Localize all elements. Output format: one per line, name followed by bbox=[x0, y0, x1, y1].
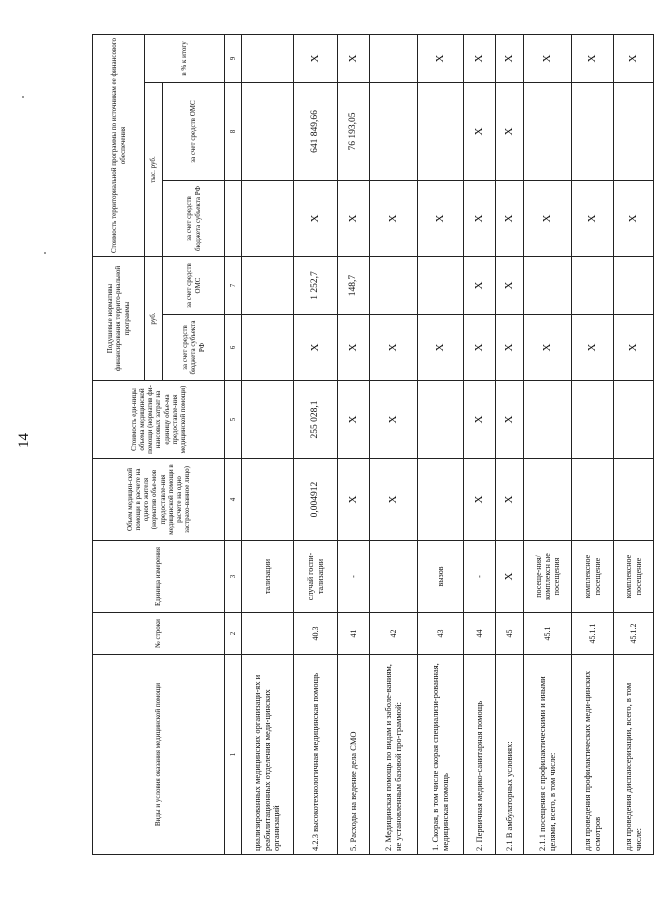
row-per-capita-oms: X bbox=[464, 257, 496, 315]
row-per-capita-budget: X bbox=[338, 315, 370, 381]
rotated-table-container bbox=[92, 35, 643, 855]
page-number bbox=[0, 420, 48, 460]
table-row bbox=[572, 34, 614, 854]
column-number: 9 bbox=[225, 34, 242, 82]
row-per-capita-budget: X bbox=[418, 315, 464, 381]
row-per-capita-oms: X bbox=[496, 257, 524, 315]
column-number bbox=[225, 181, 242, 257]
row-cost: X bbox=[464, 381, 496, 459]
row-cost: X bbox=[370, 381, 418, 459]
row-volume bbox=[524, 459, 572, 541]
row-total-oms: X bbox=[464, 83, 496, 181]
row-percent: X bbox=[464, 34, 496, 82]
row-unit: X bbox=[496, 541, 524, 613]
row-total-budget: X bbox=[464, 181, 496, 257]
table-row bbox=[496, 34, 524, 854]
row-unit: тализации bbox=[242, 541, 294, 613]
table-row bbox=[524, 34, 572, 854]
row-total-budget: X bbox=[370, 181, 418, 257]
row-name: 1. Скорая, в том числе скорая специализи-рованная, медицинская помощь bbox=[418, 655, 464, 855]
row-number: 41 bbox=[338, 613, 370, 655]
header-name: Виды и условия оказания медицинской помощи bbox=[93, 655, 225, 855]
column-number: 2 bbox=[225, 613, 242, 655]
row-total-oms bbox=[524, 83, 572, 181]
row-cost bbox=[572, 381, 614, 459]
row-number: 43 bbox=[418, 613, 464, 655]
row-volume: 0,004912 bbox=[294, 459, 338, 541]
row-unit: - bbox=[464, 541, 496, 613]
column-number: 8 bbox=[225, 83, 242, 181]
row-total-oms bbox=[370, 83, 418, 181]
row-unit: - bbox=[338, 541, 370, 613]
row-volume bbox=[614, 459, 654, 541]
row-unit: вызов bbox=[418, 541, 464, 613]
row-number: 45.1.1 bbox=[572, 613, 614, 655]
row-total-budget: X bbox=[418, 181, 464, 257]
row-volume bbox=[572, 459, 614, 541]
row-per-capita-budget: X bbox=[294, 315, 338, 381]
row-name: циализированных медицинских организаци-ях и реабилитационных отделения меди-цинских организаций bbox=[242, 655, 294, 855]
scan-speck bbox=[44, 252, 46, 254]
row-number: 40.3 bbox=[294, 613, 338, 655]
table-row bbox=[370, 34, 418, 854]
table-row bbox=[294, 34, 338, 854]
row-cost: X bbox=[496, 381, 524, 459]
row-unit: посеще-ния/комплексн ые посещения bbox=[524, 541, 572, 613]
column-number-row bbox=[225, 34, 242, 854]
header-rub: руб. bbox=[145, 257, 163, 381]
row-total-oms: 76 193,05 bbox=[338, 83, 370, 181]
row-name: 2. Первичная медико-санитарная помощь bbox=[464, 655, 496, 855]
row-per-capita-budget: X bbox=[496, 315, 524, 381]
header-total-cost: Стоимость территориальной программы по источникам ее финансового обеспечения bbox=[93, 34, 145, 256]
row-unit bbox=[370, 541, 418, 613]
table-row bbox=[242, 34, 294, 854]
row-per-capita-budget: X bbox=[572, 315, 614, 381]
row-name: 5. Расходы на ведение дела СМО bbox=[338, 655, 370, 855]
column-number: 5 bbox=[225, 381, 242, 459]
row-percent: X bbox=[524, 34, 572, 82]
row-percent: X bbox=[294, 34, 338, 82]
row-per-capita-budget bbox=[242, 315, 294, 381]
row-number: 42 bbox=[370, 613, 418, 655]
header-tc-budget: за счет средств бюджета субъекта РФ bbox=[163, 181, 225, 257]
column-number: 1 bbox=[225, 655, 242, 855]
row-total-oms: X bbox=[496, 83, 524, 181]
header-per-capita: Подушевые нормативы финансирования террито-риальной программы bbox=[93, 257, 145, 381]
header-unit: Единица измерения bbox=[93, 541, 225, 613]
header-pc-oms: за счет средств ОМС bbox=[163, 257, 225, 315]
header-row-no: № строки bbox=[93, 613, 225, 655]
row-per-capita-budget: X bbox=[524, 315, 572, 381]
row-number bbox=[242, 613, 294, 655]
row-per-capita-oms bbox=[242, 257, 294, 315]
row-per-capita-oms bbox=[614, 257, 654, 315]
row-unit: комплексное посещение bbox=[614, 541, 654, 613]
row-number: 45 bbox=[496, 613, 524, 655]
table-row bbox=[614, 34, 654, 854]
row-per-capita-oms bbox=[370, 257, 418, 315]
header-volume: Объем медицин-ской помощи в расчете на одного жителя (норматив объе-мов предоставле-ния медицинской помощи в расчете на одно застрахо-ванное лицо) bbox=[93, 459, 225, 541]
row-name: для проведения диспансеризации, всего, в том числе: bbox=[614, 655, 654, 855]
row-total-budget: X bbox=[338, 181, 370, 257]
row-name: 2. Медицинская помощь по видам и заболе-ваниям, не установленным базовой про-граммой: bbox=[370, 655, 418, 855]
scan-speck bbox=[22, 96, 24, 98]
table-row bbox=[464, 34, 496, 854]
row-name: для проведения профилактических меди-цинских осмотров bbox=[572, 655, 614, 855]
row-volume: X bbox=[464, 459, 496, 541]
row-name: 2.1.1 посещения с профилактическими и иными целями, всего, в том числе: bbox=[524, 655, 572, 855]
row-percent: X bbox=[418, 34, 464, 82]
row-per-capita-oms bbox=[524, 257, 572, 315]
row-cost bbox=[524, 381, 572, 459]
row-total-budget: X bbox=[614, 181, 654, 257]
row-cost: X bbox=[338, 381, 370, 459]
row-total-budget: X bbox=[572, 181, 614, 257]
row-per-capita-budget: X bbox=[464, 315, 496, 381]
row-per-capita-oms: 148,7 bbox=[338, 257, 370, 315]
header-cost: Стоимость еди-ницы объема медицинской помощи (норматив фи-нансовых затрат на единицу объе-ма предоставле-ния медицинской помощи) bbox=[93, 381, 225, 459]
row-percent bbox=[370, 34, 418, 82]
row-volume: X bbox=[496, 459, 524, 541]
row-total-budget: X bbox=[496, 181, 524, 257]
row-name: 2.1 В амбулаторных условиях: bbox=[496, 655, 524, 855]
row-cost bbox=[418, 381, 464, 459]
row-total-oms bbox=[572, 83, 614, 181]
table-row bbox=[338, 34, 370, 854]
row-per-capita-budget: X bbox=[614, 315, 654, 381]
row-percent: X bbox=[496, 34, 524, 82]
row-number: 45.1.2 bbox=[614, 613, 654, 655]
row-total-oms bbox=[242, 83, 294, 181]
row-unit: комплексное посещение bbox=[572, 541, 614, 613]
column-number: 6 bbox=[225, 315, 242, 381]
row-per-capita-oms: 1 252,7 bbox=[294, 257, 338, 315]
row-volume bbox=[418, 459, 464, 541]
column-number: 7 bbox=[225, 257, 242, 315]
row-percent bbox=[242, 34, 294, 82]
row-cost: 255 028,1 bbox=[294, 381, 338, 459]
header-tc-oms: за счет средств ОМС bbox=[163, 83, 225, 181]
row-per-capita-oms bbox=[418, 257, 464, 315]
row-volume bbox=[242, 459, 294, 541]
row-per-capita-oms bbox=[572, 257, 614, 315]
row-percent: X bbox=[338, 34, 370, 82]
row-unit: случай госпи-тализации bbox=[294, 541, 338, 613]
row-percent: X bbox=[614, 34, 654, 82]
row-per-capita-budget: X bbox=[370, 315, 418, 381]
row-total-oms bbox=[418, 83, 464, 181]
row-percent: X bbox=[572, 34, 614, 82]
row-total-budget: X bbox=[294, 181, 338, 257]
row-total-oms bbox=[614, 83, 654, 181]
row-number: 44 bbox=[464, 613, 496, 655]
row-cost bbox=[614, 381, 654, 459]
row-volume: X bbox=[338, 459, 370, 541]
header-thous-rub: тыс. руб. bbox=[145, 83, 163, 257]
column-number: 4 bbox=[225, 459, 242, 541]
page-number-text: 14 bbox=[15, 432, 32, 448]
row-cost bbox=[242, 381, 294, 459]
header-pct: в % к итогу bbox=[145, 34, 225, 82]
header-pc-budget: за счет средств бюджета субъекта РФ bbox=[163, 315, 225, 381]
row-total-budget bbox=[242, 181, 294, 257]
table-row bbox=[418, 34, 464, 854]
row-volume: X bbox=[370, 459, 418, 541]
row-name: 4.2.3 высокотехнологичная медицинская помощь bbox=[294, 655, 338, 855]
column-number: 3 bbox=[225, 541, 242, 613]
row-total-budget: X bbox=[524, 181, 572, 257]
row-total-oms: 641 849,66 bbox=[294, 83, 338, 181]
medical-care-program-table bbox=[92, 34, 654, 855]
row-number: 45.1 bbox=[524, 613, 572, 655]
